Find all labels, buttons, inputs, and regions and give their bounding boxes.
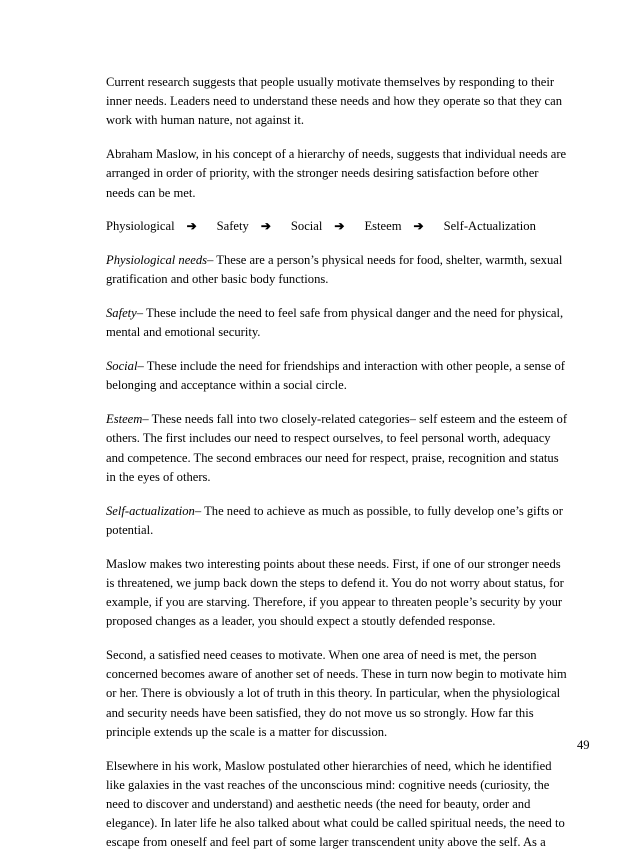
definition-safety — [106, 304, 568, 342]
definition-social — [106, 357, 568, 395]
definition-text: – The need to achieve as much as possible, to fully develop one’s gifts or potential. — [106, 503, 563, 537]
definition-text: – These include the need for friendships and interaction with other people, a sense of belonging and acceptance within a social circle. — [106, 359, 565, 393]
page-content — [106, 73, 568, 867]
closing-paragraph-3: Elsewhere in his work, Maslow postulated other hierarchies of need, which he identified like galaxies in the vast reaches of the unconscious mind: cognitive needs (curiosity, the need to discover and understand) and aesthetic needs (the need for beauty, order and elegance). In later life he also talked about what could be called spiritual needs, the need to escape from oneself and feel part of some larger transcendent unity above the self. As a — [106, 758, 565, 850]
hierarchy-step-physiological: Physiological — [106, 219, 175, 234]
hierarchy-step-safety: Safety — [216, 219, 249, 234]
definition-text: – These include the need to feel safe from physical danger and the need for physical, mental and emotional security. — [106, 306, 564, 340]
definition-text: – These are a person’s physical needs for food, shelter, warmth, sexual gratification and other basic body functions. — [106, 253, 563, 287]
hierarchy-step-esteem: Esteem — [364, 219, 402, 234]
arrow-right-icon: ➔ — [334, 219, 345, 234]
definition-self-actualization — [106, 502, 568, 540]
definition-physiological — [106, 251, 568, 289]
arrow-right-icon: ➔ — [413, 219, 424, 234]
definition-esteem — [106, 410, 568, 487]
definition-term: Physiological needs — [106, 253, 208, 268]
intro-paragraph-1: Current research suggests that people usually motivate themselves by responding to their inner needs. Leaders need to understand these needs and how they operate so that they can work with human nature, not against it. — [106, 75, 563, 128]
hierarchy-step-social: Social — [290, 219, 323, 234]
arrow-right-icon: ➔ — [186, 219, 197, 234]
definition-term: Social — [106, 359, 138, 374]
hierarchy-step-self-actualization: Self-Actualization — [443, 219, 536, 234]
definition-term: Safety — [106, 306, 137, 321]
page-number: 49 — [577, 738, 590, 752]
intro-paragraph-2: Abraham Maslow, in his concept of a hierarchy of needs, suggests that individual needs are arranged in order of priority, with the stronger needs desiring satisfaction before other needs can be met. — [106, 147, 567, 200]
closing-paragraph-1: Maslow makes two interesting points about these needs. First, if one of our stronger needs is threatened, we jump back down the steps to defend it. You do not worry about status, for example, if you are starving. Therefore, if you appear to threaten people’s security by your proposed changes as a leader, you should expect a stoutly defended response. — [106, 556, 564, 629]
definition-term: Self-actualization — [106, 503, 195, 518]
definition-term: Esteem — [106, 412, 143, 427]
closing-paragraph-2: Second, a satisfied need ceases to motivate. When one area of need is met, the person concerned becomes aware of another set of needs. These in turn now begin to motivate him or her. There is obviously a lot of truth in this theory. In particular, when the physiological and security needs have been satisfied, they do not move us so strongly. How far this principle extends up the scale is a matter for discussion. — [106, 648, 567, 739]
arrow-right-icon: ➔ — [260, 219, 271, 234]
hierarchy-sequence — [106, 217, 568, 236]
definition-text: – These needs fall into two closely-related categories– self esteem and the esteem of others. The first includes our need to respect ourselves, to feel personal worth, adequacy and competence. The second embraces our need for respect, praise, recognition and status in the eyes of others. — [106, 412, 568, 484]
